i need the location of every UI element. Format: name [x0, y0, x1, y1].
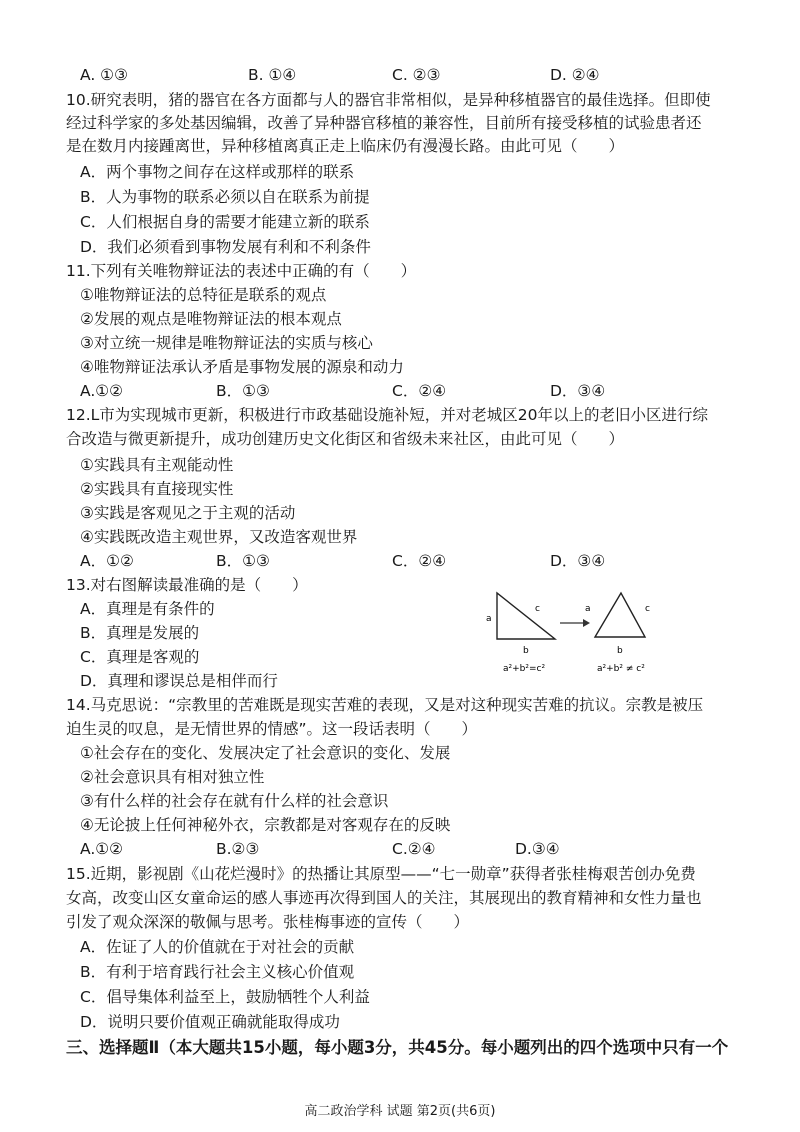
- q15-option-b: B．有利于培育践行社会主义核心价值观: [80, 963, 355, 981]
- q11-statement-4: ④唯物辩证法承认矛盾是事物发展的源泉和动力: [80, 358, 404, 376]
- q15-stem-line-3: 引发了观众深深的敬佩与思考。张桂梅事迹的宣传（ ）: [66, 913, 470, 931]
- q10-option-c: C．人们根据自身的需要才能建立新的联系: [80, 213, 370, 231]
- section-3-heading: 三、选择题Ⅱ（本大题共15小题，每小题3分，共45分。每小题列出的四个选项中只有一个: [66, 1038, 729, 1057]
- q14-option-b: B.②③: [216, 840, 260, 858]
- q11-option-d: D．③④: [550, 382, 606, 400]
- page-footer: 高二政治学科 试题 第2页(共6页): [304, 1104, 496, 1119]
- q11-statement-1: ①唯物辩证法的总特征是联系的观点: [80, 286, 327, 304]
- right-label-b: b: [617, 646, 623, 656]
- right-formula: a²+b² ≠ c²: [597, 664, 645, 674]
- q12-statement-4: ④实践既改造主观世界，又改造客观世界: [80, 528, 358, 546]
- q15-option-a: A．佐证了人的价值就在于对社会的贡献: [80, 938, 355, 956]
- q9-option-a: A. ①③: [80, 66, 128, 84]
- q13-stem: 13.对右图解读最准确的是（ ）: [66, 576, 308, 594]
- q10-stem-line-3: 是在数月内接踵离世，异种移植离真正走上临床仍有漫漫长路。由此可见（ ）: [66, 137, 625, 155]
- q11-option-b: B．①③: [216, 382, 270, 400]
- q9-option-b: B. ①④: [248, 66, 297, 84]
- left-label-c: c: [535, 604, 540, 614]
- right-label-a: a: [585, 604, 591, 614]
- q11-statement-3: ③对立统一规律是唯物辩证法的实质与核心: [80, 334, 373, 352]
- q14-statement-3: ③有什么样的社会存在就有什么样的社会意识: [80, 792, 389, 810]
- q12-statement-2: ②实践具有直接现实性: [80, 480, 234, 498]
- q14-option-c: C.②④: [392, 840, 436, 858]
- q9-option-c: C. ②③: [392, 66, 441, 84]
- q14-stem-line-1: 14.马克思说：“宗教里的苦难既是现实苦难的表现，又是对这种现实苦难的抗议。宗教是被压: [66, 696, 704, 714]
- q12-option-b: B．①③: [216, 552, 270, 570]
- q15-option-c: C．倡导集体利益至上，鼓励牺牲个人利益: [80, 988, 370, 1006]
- q14-stem-line-2: 迫生灵的叹息，是无情世界的情感”。这一段话表明（ ）: [66, 720, 478, 738]
- q10-stem-line-2: 经过科学家的多处基因编辑，改善了异种器官移植的兼容性，目前所有接受移植的试验患者还: [66, 114, 702, 132]
- q15-stem-line-1: 15.近期，影视剧《山花烂漫时》的热播让其原型——“七一勋章”获得者张桂梅艰苦创办免费: [66, 865, 696, 883]
- left-label-b: b: [523, 646, 529, 656]
- q10-stem-line-1: 10.研究表明，猪的器官在各方面都与人的器官非常相似，是异种移植器官的最佳选择。但即使: [66, 91, 711, 109]
- q15-option-d: D．说明只要价值观正确就能取得成功: [80, 1013, 340, 1031]
- q14-statement-1: ①社会存在的变化、发展决定了社会意识的变化、发展: [80, 744, 451, 762]
- q14-statement-4: ④无论披上任何神秘外衣，宗教都是对客观存在的反映: [80, 816, 451, 834]
- q12-option-d: D．③④: [550, 552, 606, 570]
- q12-statement-3: ③实践是客观见之于主观的活动: [80, 504, 296, 522]
- right-triangle: [497, 593, 555, 639]
- right-label-c: c: [645, 604, 650, 614]
- q11-option-a: A.①②: [80, 382, 124, 400]
- q11-option-c: C．②④: [392, 382, 447, 400]
- q15-stem-line-2: 女高，改变山区女童命运的感人事迹再次得到国人的关注，其展现出的教育精神和女性力量也: [66, 889, 702, 907]
- q14-statement-2: ②社会意识具有相对独立性: [80, 768, 265, 786]
- q12-option-c: C．②④: [392, 552, 447, 570]
- q14-option-d: D.③④: [515, 840, 560, 858]
- q10-option-d: D．我们必须看到事物发展有利和不利条件: [80, 238, 371, 256]
- left-formula: a²+b²=c²: [503, 664, 546, 674]
- q14-option-a: A.①②: [80, 840, 124, 858]
- q13-option-a: A．真理是有条件的: [80, 600, 215, 618]
- arrow-icon: [560, 619, 590, 627]
- q12-option-a: A．①②: [80, 552, 134, 570]
- q13-option-d: D．真理和谬误总是相伴而行: [80, 672, 278, 690]
- q9-option-d: D. ②④: [550, 66, 600, 84]
- q13-option-c: C．真理是客观的: [80, 648, 200, 666]
- q12-statement-1: ①实践具有主观能动性: [80, 456, 234, 474]
- q11-statement-2: ②发展的观点是唯物辩证法的根本观点: [80, 310, 342, 328]
- q10-option-b: B．人为事物的联系必须以自在联系为前提: [80, 188, 370, 206]
- equilateral-triangle: [595, 593, 645, 637]
- left-label-a: a: [486, 614, 492, 624]
- q10-option-a: A．两个事物之间存在这样或那样的联系: [80, 163, 355, 181]
- q12-stem-line-2: 合改造与微更新提升，成功创建历史文化街区和省级未来社区，由此可见（ ）: [66, 430, 625, 448]
- q13-triangle-figure: [475, 585, 675, 685]
- q12-stem-line-1: 12.L市为实现城市更新，积极进行市政基础设施补短，并对老城区20年以上的老旧小区进行综: [66, 406, 709, 424]
- q13-option-b: B．真理是发展的: [80, 624, 200, 642]
- q11-stem: 11.下列有关唯物辩证法的表述中正确的有（ ）: [66, 262, 417, 280]
